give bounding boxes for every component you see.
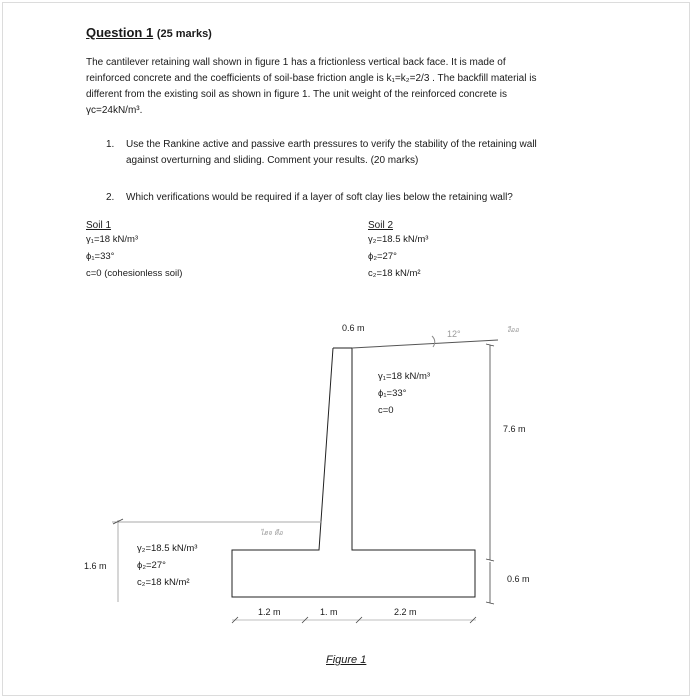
backfill-surface-line xyxy=(352,340,498,348)
toe-width-label: 1.2 m xyxy=(258,607,281,617)
front-depth-label: 1.6 m xyxy=(84,561,107,571)
retaining-wall-outline xyxy=(232,348,475,597)
figure-caption: Figure 1 xyxy=(326,654,367,666)
foundation-cohesion: c₂=18 kN/m² xyxy=(137,577,190,588)
slope-angle-arc xyxy=(432,336,435,347)
item-number: 2. xyxy=(106,192,115,203)
backfill-properties xyxy=(378,368,430,419)
question-number: Question 1 xyxy=(86,25,154,40)
soil-2-heading: Soil 2 xyxy=(368,220,394,231)
soil-1-heading: Soil 1 xyxy=(86,220,112,231)
item-number: 1. xyxy=(106,139,115,150)
base-thickness-label: 0.6 m xyxy=(507,574,530,584)
soil-2-unit-weight: γ₂=18.5 kN/m³ xyxy=(368,234,429,245)
surface-mark-2: ไฮจ หือ xyxy=(260,530,283,537)
surface-mark-1: งืออ xyxy=(507,327,519,334)
soil-1-friction-angle: ϕ₁=33° xyxy=(86,251,115,262)
soil-2-friction-angle: ϕ₂=27° xyxy=(368,251,397,262)
item-line: against overturning and sliding. Comment your results. (20 marks) xyxy=(126,155,419,166)
paragraph-line: different from the existing soil as shown in figure 1. The unit weight of the reinforced concrete is xyxy=(86,89,507,100)
soil-1-cohesion: c=0 (cohesionless soil) xyxy=(86,268,183,279)
soil-2-cohesion: c₂=18 kN/m² xyxy=(368,268,421,279)
paragraph-line: reinforced concrete and the coefficients of soil-base friction angle is k₁=k₂=2/3 . The backfill material is xyxy=(86,73,537,84)
stem-base-width-label: 1. m xyxy=(320,607,338,617)
foundation-properties xyxy=(137,540,197,591)
heel-width-label: 2.2 m xyxy=(394,607,417,617)
foundation-friction-angle: ϕ₂=27° xyxy=(137,560,166,571)
slope-angle-label: 12° xyxy=(447,329,461,339)
paragraph-line: γc=24kN/m³. xyxy=(86,105,143,116)
backfill-cohesion: c=0 xyxy=(378,405,394,416)
item-line: Which verifications would be required if a layer of soft clay lies below the retaining wall? xyxy=(126,192,513,203)
item-line: Use the Rankine active and passive earth pressures to verify the stability of the retaining wall xyxy=(126,139,537,150)
paragraph-line: The cantilever retaining wall shown in figure 1 has a frictionless vertical back face. It is made of xyxy=(86,57,506,68)
backfill-friction-angle: ϕ₁=33° xyxy=(378,388,407,399)
soil-1-unit-weight: γ₁=18 kN/m³ xyxy=(86,234,139,245)
backfill-unit-weight: γ₁=18 kN/m³ xyxy=(378,371,431,382)
foundation-unit-weight: γ₂=18.5 kN/m³ xyxy=(137,543,198,554)
stem-width-label: 0.6 m xyxy=(342,323,365,333)
question-marks: (25 marks) xyxy=(156,28,212,40)
wall-height-label: 7.6 m xyxy=(503,424,526,434)
